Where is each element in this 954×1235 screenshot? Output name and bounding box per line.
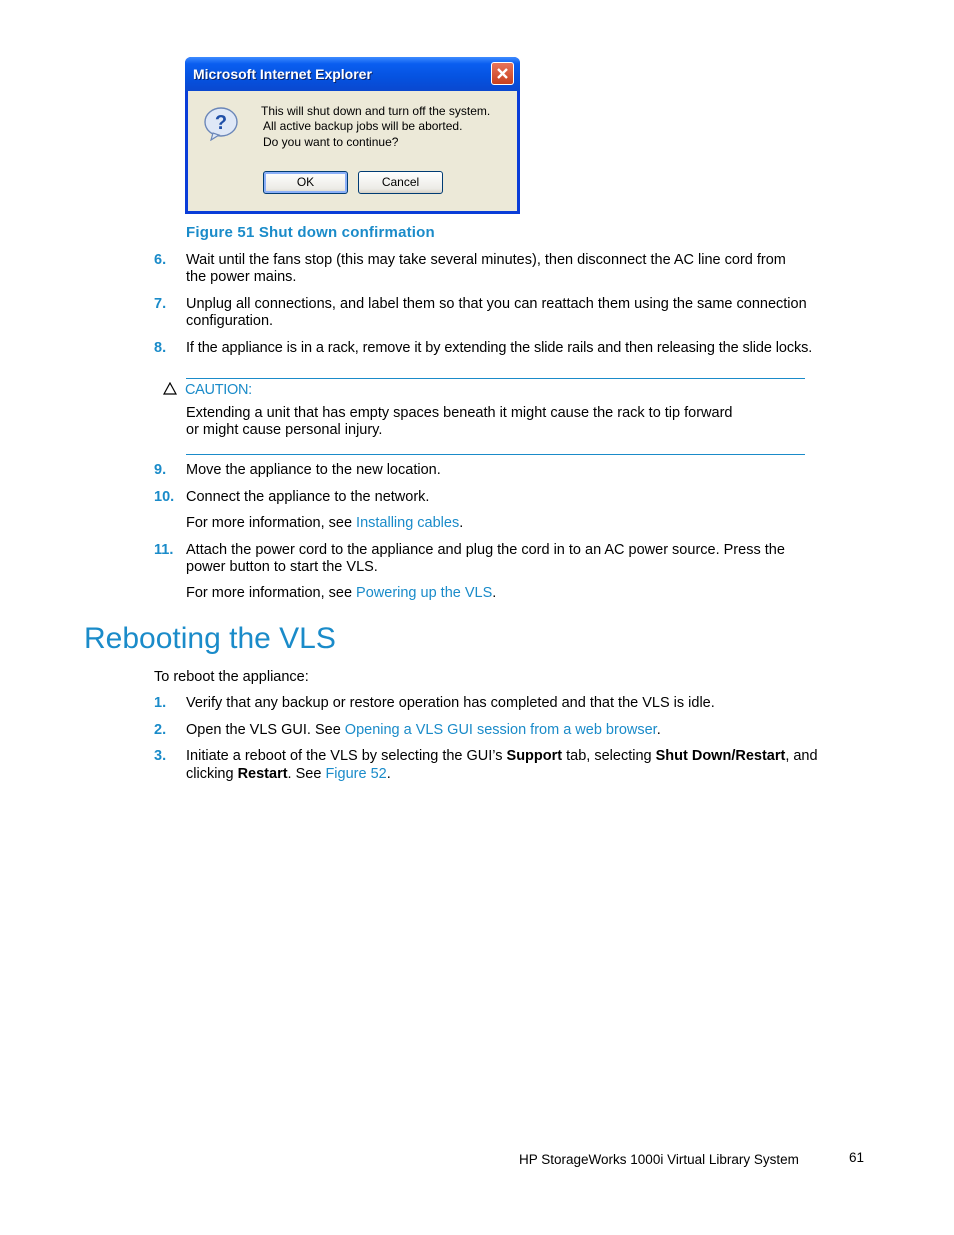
cancel-button[interactable]: Cancel	[358, 171, 443, 194]
step-text-line	[186, 766, 391, 783]
step-number: 11.	[154, 542, 174, 558]
step-number: 7.	[154, 296, 167, 312]
svg-text:?: ?	[214, 112, 228, 134]
dialog-message-line-3: Do you want to continue?	[263, 135, 399, 149]
dialog-message-line-1: This will shut down and turn off the system.	[261, 104, 491, 118]
step-number: 3.	[154, 748, 167, 764]
dialog-title: Microsoft Internet Explorer	[193, 66, 372, 82]
caution-top-rule	[186, 378, 805, 379]
section-heading: Rebooting the VLS	[84, 622, 336, 655]
step-text-line: configuration.	[186, 313, 274, 329]
page-number: 61	[849, 1150, 865, 1165]
text-run: tab, selecting	[562, 748, 656, 764]
support-tab-term: Support	[506, 748, 563, 764]
caution-label: CAUTION:	[185, 382, 252, 398]
step-number: 6.	[154, 252, 167, 268]
step-text-line: Unplug all connections, and label them so that you can reattach them using the same connection	[186, 296, 807, 312]
opening-gui-session-link[interactable]: Opening a VLS GUI session from a web browser	[344, 722, 657, 738]
step-text-line: Connect the appliance to the network.	[186, 489, 430, 505]
step-text-line: Wait until the fans stop (this may take several minutes), then disconnect the AC line cord from	[186, 252, 786, 268]
dialog-message-line-2: All active backup jobs will be aborted.	[263, 119, 463, 133]
shut-down-restart-term: Shut Down/Restart	[655, 748, 786, 764]
more-info-line	[186, 515, 463, 532]
step-text-line: Move the appliance to the new location.	[186, 462, 441, 478]
warning-triangle-icon	[163, 382, 177, 395]
step-text-line: the power mains.	[186, 269, 297, 285]
restart-term: Restart	[237, 766, 288, 782]
step-number: 1.	[154, 695, 167, 711]
figure-52-link[interactable]: Figure 52	[325, 766, 387, 782]
text-run: . See	[287, 766, 326, 782]
step-number: 2.	[154, 722, 167, 738]
dialog-titlebar	[185, 57, 520, 91]
more-info-prefix: For more information, see	[186, 515, 357, 531]
step-text-line	[186, 722, 661, 739]
dialog-body	[188, 91, 517, 211]
step-text-line: Attach the power cord to the appliance and plug the cord in to an AC power source. Press the	[186, 542, 785, 558]
text-run: clicking	[186, 766, 238, 782]
step-text-line: Verify that any backup or restore operation has completed and that the VLS is idle.	[186, 695, 715, 711]
step-number: 9.	[154, 462, 167, 478]
step-text-line	[186, 748, 818, 765]
caution-text-line: Extending a unit that has empty spaces beneath it might cause the rack to tip forward	[186, 405, 733, 421]
step-number: 10.	[154, 489, 175, 505]
text-run: .	[386, 766, 391, 782]
step-text-suffix: .	[656, 722, 661, 738]
more-info-suffix: .	[459, 515, 464, 531]
more-info-prefix: For more information, see	[186, 585, 357, 601]
step-text-line: power button to start the VLS.	[186, 559, 378, 575]
more-info-suffix: .	[492, 585, 497, 601]
step-text-prefix: Open the VLS GUI. See	[186, 722, 345, 738]
powering-up-link[interactable]: Powering up the VLS	[356, 585, 493, 601]
section-intro: To reboot the appliance:	[154, 669, 309, 685]
caution-bottom-rule	[186, 454, 805, 455]
figure-caption: Figure 51 Shut down confirmation	[186, 224, 435, 241]
text-run: , and	[785, 748, 818, 764]
step-number: 8.	[154, 340, 167, 356]
close-icon[interactable]	[491, 62, 514, 85]
caution-text-line: or might cause personal injury.	[186, 422, 383, 438]
ok-button[interactable]: OK	[263, 171, 348, 194]
shutdown-confirmation-dialog	[185, 57, 520, 214]
text-run: Initiate a reboot of the VLS by selecting the GUI’s	[186, 748, 507, 764]
question-icon	[203, 105, 239, 141]
step-text-line: If the appliance is in a rack, remove it by extending the slide rails and then releasing the slide locks.	[186, 340, 813, 356]
more-info-line	[186, 585, 496, 602]
footer-title: HP StorageWorks 1000i Virtual Library System	[519, 1152, 799, 1167]
installing-cables-link[interactable]: Installing cables	[356, 515, 460, 531]
